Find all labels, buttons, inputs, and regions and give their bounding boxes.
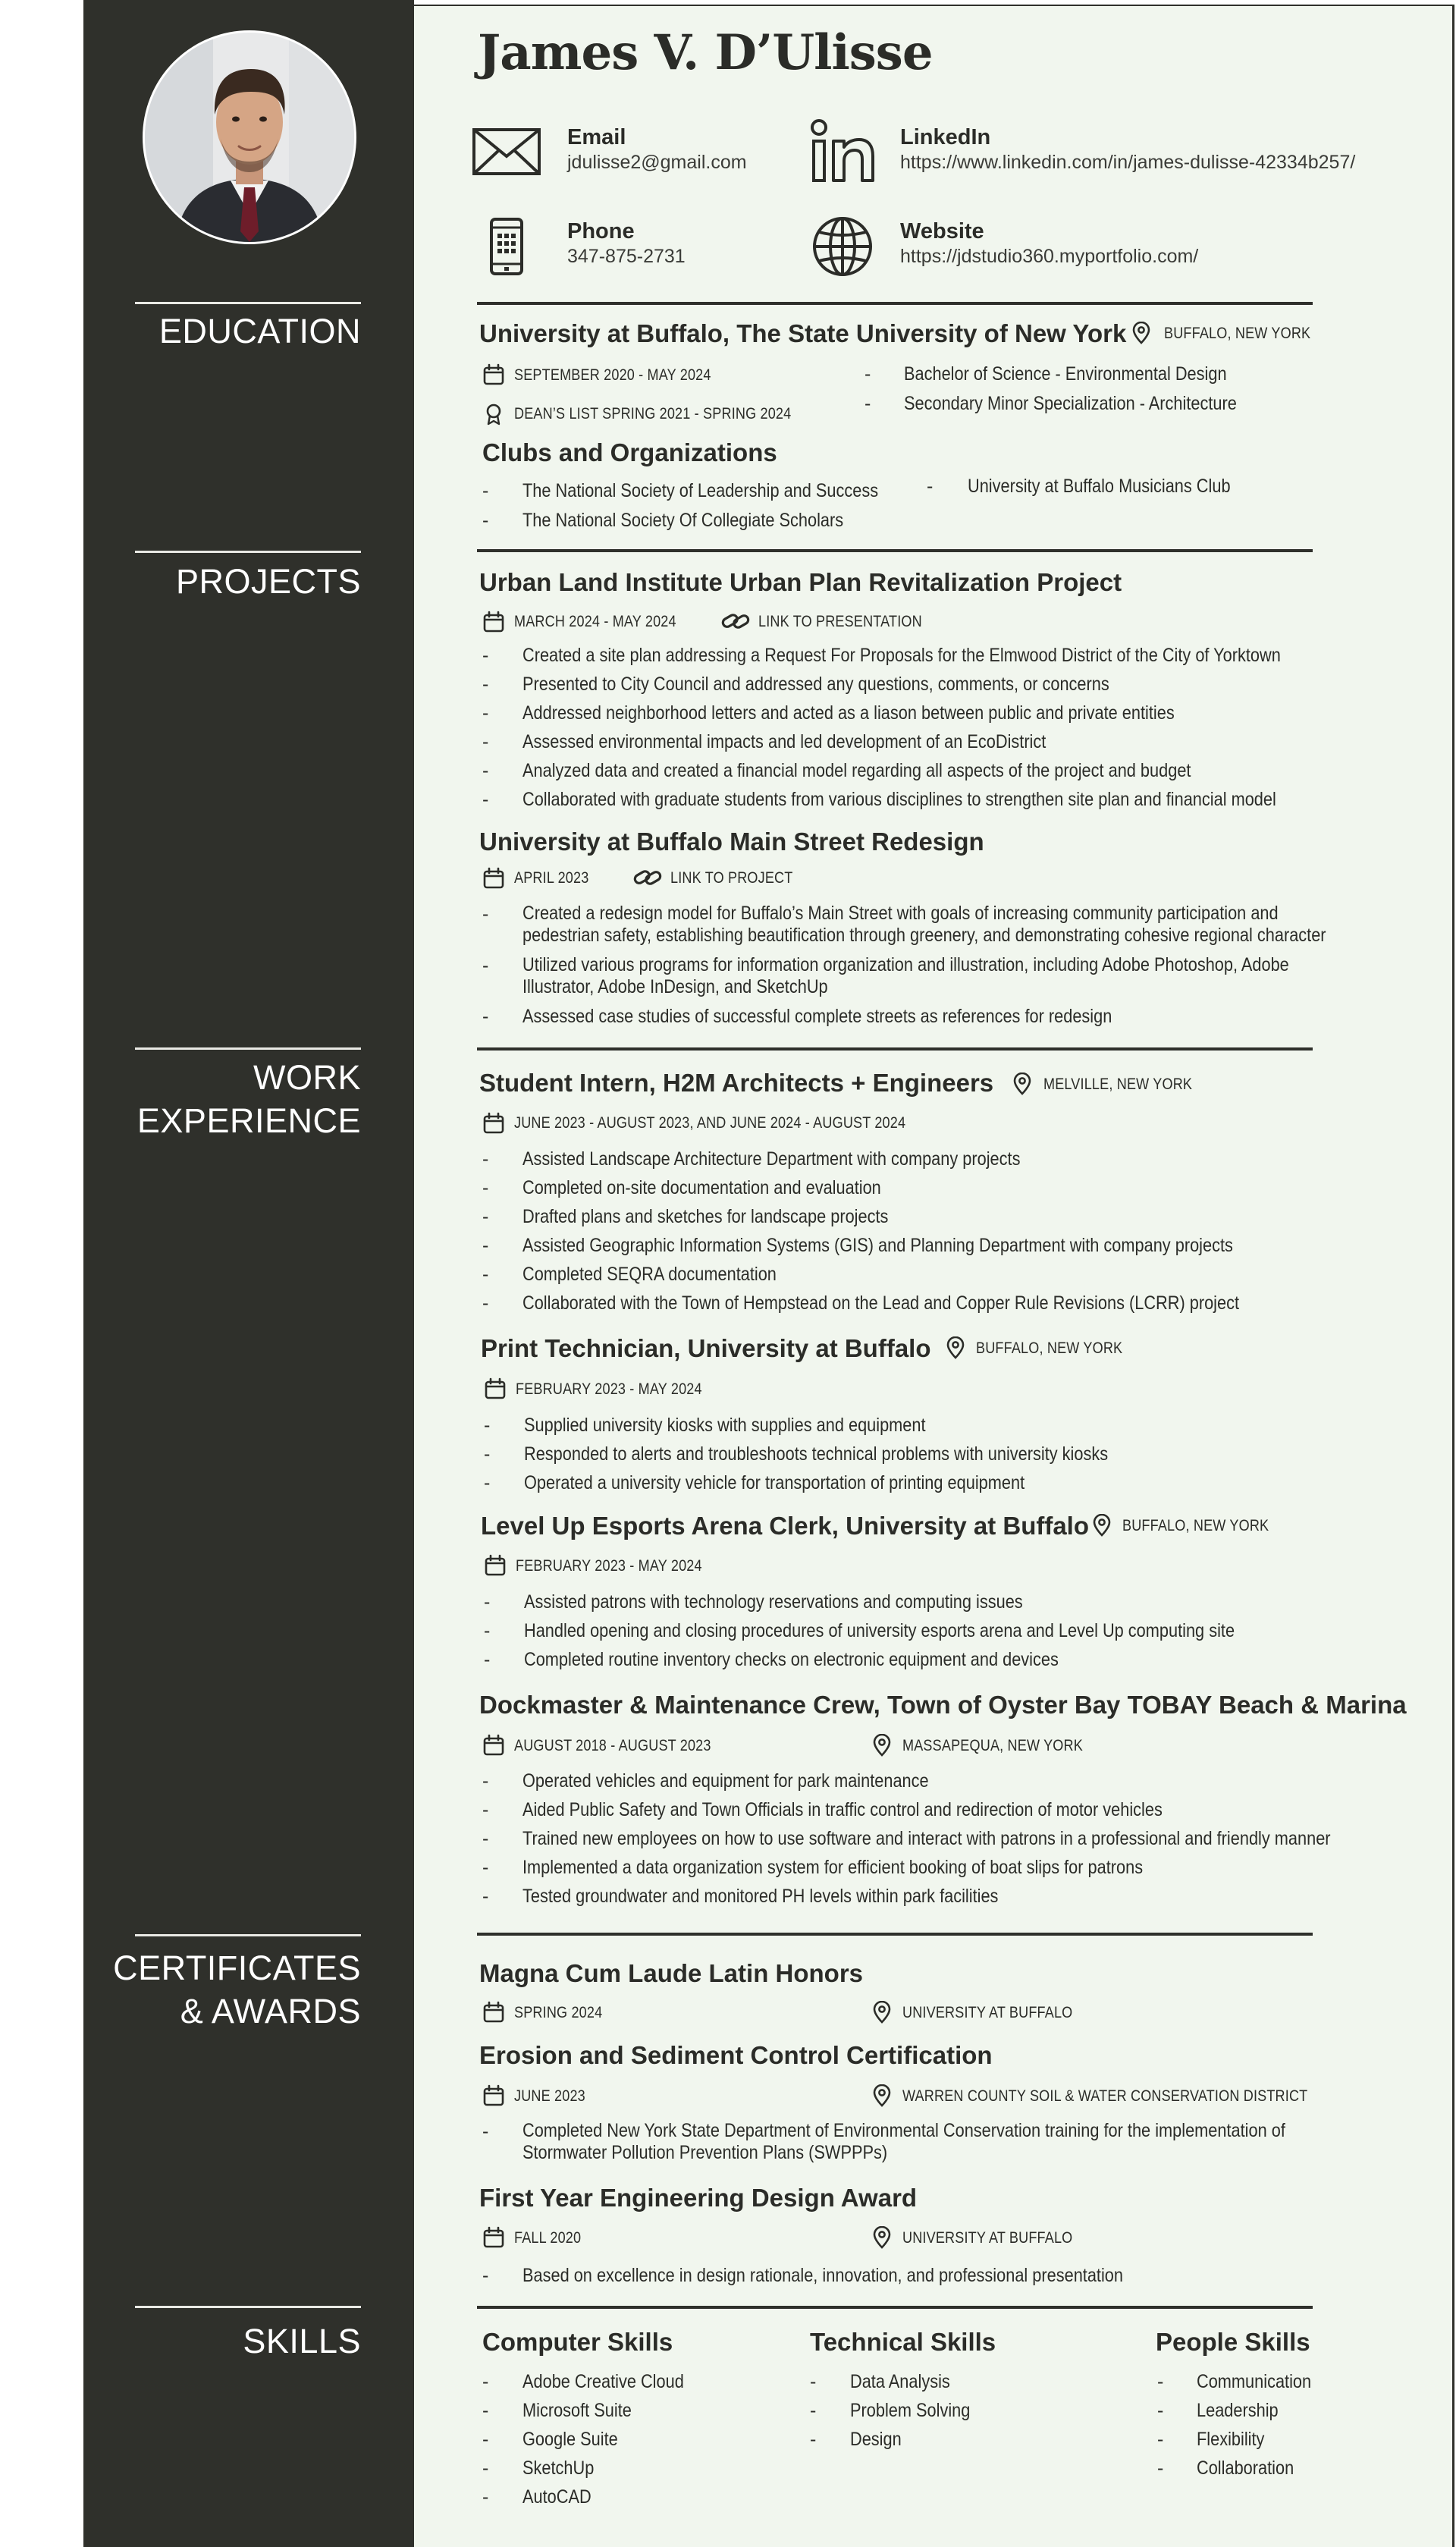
sidebar-heading-skills: SKILLS [243,2322,361,2360]
linkedin-label: LinkedIn [900,125,991,149]
calendar-icon [482,867,505,890]
calendar-icon [482,2084,505,2107]
cert-bullet: Completed New York State Department of Environmental Conservation training for the implementation of Stormwater Pollution Prevention Plans (SWPPPs) [522,2120,1285,2163]
job-bullet: Responded to alerts and troubleshoots technical problems with university kiosks [524,1443,1109,1465]
cert-bullet: Based on excellence in design rationale, innovation, and professional presentation [522,2265,1123,2286]
sidebar-heading-projects: PROJECTS [175,562,361,601]
project-link[interactable]: LINK TO PROJECT [670,869,793,887]
job-location: BUFFALO, NEW YORK [976,1339,1123,1357]
location-pin-icon [1130,322,1153,344]
sidebar-heading-work-line2: EXPERIENCE [136,1101,361,1140]
education-school: University at Buffalo, The State University of New York [479,319,1127,347]
skill-item: Data Analysis [850,2371,950,2392]
project-title: Urban Land Institute Urban Plan Revitalization Project [479,568,1122,596]
project-bullet: Created a site plan addressing a Request For Proposals for the Elmwood District of the City of Yorktown [522,645,1281,666]
skill-item: Communication [1197,2371,1312,2392]
location-pin-icon [1011,1073,1034,1095]
award-ribbon-icon [482,403,505,426]
skills-people-title: People Skills [1156,2328,1310,2356]
email-icon [472,127,541,176]
job-title: Student Intern, H2M Architects + Engineers [479,1069,994,1097]
section-rule-education [477,302,1313,305]
job-bullet: Operated a university vehicle for transportation of printing equipment [524,1472,1025,1493]
degree-item: Secondary Minor Specialization - Architecture [904,393,1237,414]
cert-title: Magna Cum Laude Latin Honors [479,1959,864,1987]
phone-icon [489,217,524,276]
calendar-icon [484,1377,507,1400]
skills-technical-title: Technical Skills [810,2328,996,2356]
skills-computer-title: Computer Skills [482,2328,673,2356]
project-bullet: Presented to City Council and addressed any questions, comments, or concerns [522,674,1109,695]
location-pin-icon [871,1734,893,1757]
calendar-icon [482,2226,505,2249]
project-bullet: Created a redesign model for Buffalo’s Main Street with goals of increasing community participation and pedestrian safety, establishing beautification through greenery, and demonstrating cohesive regional character [522,903,1326,946]
project-bullet: Addressed neighborhood letters and acted as a liason between public and private entities [522,702,1175,724]
cert-dates: FALL 2020 [514,2229,582,2247]
link-icon [632,866,663,889]
calendar-icon [482,1734,505,1757]
sidebar-rule-certs [135,1934,361,1936]
website-globe-icon [811,215,874,278]
job-bullet: Trained new employees on how to use software and interact with patrons in a professional and friendly manner [522,1828,1331,1849]
skill-item: Microsoft Suite [522,2400,632,2421]
cert-title: Erosion and Sediment Control Certification [479,2041,993,2069]
skill-item: AutoCAD [522,2486,592,2508]
linkedin-icon [809,118,874,184]
section-rule-projects [477,549,1313,552]
skill-item: Google Suite [522,2429,618,2450]
cert-dates: SPRING 2024 [514,2004,603,2021]
location-pin-icon [871,2084,893,2107]
location-pin-icon [871,2001,893,2024]
project-bullet: Collaborated with graduate students from various disciplines to strengthen site plan and financial model [522,789,1276,810]
sidebar [83,0,414,2547]
skill-item: SketchUp [522,2457,595,2479]
job-dates: JUNE 2023 - AUGUST 2023, AND JUNE 2024 - AUGUST 2024 [514,1114,906,1132]
clubs-title: Clubs and Organizations [482,438,777,466]
link-icon [720,610,751,633]
phone-value[interactable]: 347-875-2731 [567,246,686,267]
job-bullet: Implemented a data organization system for efficient booking of boat slips for patrons [522,1857,1144,1878]
sidebar-heading-certs-line2: & AWARDS [180,1992,361,2030]
job-bullet: Completed routine inventory checks on electronic equipment and devices [524,1649,1059,1670]
skill-item: Problem Solving [850,2400,971,2421]
cert-title: First Year Engineering Design Award [479,2184,918,2212]
location-pin-icon [1090,1514,1113,1537]
job-bullet: Assisted Geographic Information Systems (GIS) and Planning Department with company projects [522,1235,1233,1256]
skill-item: Leadership [1197,2400,1279,2421]
project-dates: MARCH 2024 - MAY 2024 [514,613,676,630]
club-item: The National Society Of Collegiate Scholars [522,510,844,531]
job-dates: FEBRUARY 2023 - MAY 2024 [516,1557,702,1575]
job-bullet: Drafted plans and sketches for landscape projects [522,1206,889,1227]
cert-location: UNIVERSITY AT BUFFALO [902,2229,1073,2247]
profile-photo [143,30,356,244]
email-value[interactable]: jdulisse2@gmail.com [567,152,747,173]
education-honor: DEAN’S LIST SPRING 2021 - SPRING 2024 [514,405,792,422]
section-rule-skills [477,2306,1313,2309]
sidebar-heading-certs-line1: CERTIFICATES [113,1949,361,1987]
skill-item: Collaboration [1197,2457,1294,2479]
section-rule-work [477,1047,1313,1051]
sidebar-heading-education: EDUCATION [158,312,361,350]
job-bullet: Assisted patrons with technology reservations and computing issues [524,1591,1023,1613]
job-title: Level Up Esports Arena Clerk, University at Buffalo [481,1512,1090,1540]
project-bullet: Assessed environmental impacts and led development of an EcoDistrict [522,731,1046,752]
job-bullet: Tested groundwater and monitored PH levels within park facilities [522,1886,999,1907]
project-bullet: Analyzed data and created a financial model regarding all aspects of the project and budget [522,760,1191,781]
job-dates: AUGUST 2018 - AUGUST 2023 [514,1737,711,1754]
email-label: Email [567,125,626,149]
project-dates: APRIL 2023 [514,869,589,887]
cert-dates: JUNE 2023 [514,2087,585,2105]
project-bullet: Utilized various programs for information organization and illustration, including Adobe Photoshop, Adobe Illustrator, Adobe InDesign, and SketchUp [522,954,1289,997]
job-location: BUFFALO, NEW YORK [1122,1517,1269,1534]
website-value[interactable]: https://jdstudio360.myportfolio.com/ [900,246,1199,267]
sidebar-rule-work [135,1047,361,1050]
job-bullet: Completed SEQRA documentation [522,1264,777,1285]
project-title: University at Buffalo Main Street Redesign [479,828,984,856]
job-bullet: Handled opening and closing procedures of university esports arena and Level Up computing site [524,1620,1235,1641]
section-rule-certs [477,1933,1313,1936]
job-location: MASSAPEQUA, NEW YORK [902,1737,1083,1754]
skill-item: Design [850,2429,902,2450]
cert-location: UNIVERSITY AT BUFFALO [902,2004,1073,2021]
club-item: University at Buffalo Musicians Club [968,476,1231,497]
project-bullet: Assessed case studies of successful complete streets as references for redesign [522,1006,1112,1027]
job-title: Print Technician, University at Buffalo [481,1334,931,1362]
degree-item: Bachelor of Science - Environmental Design [904,363,1227,385]
sidebar-heading-work-line1: WORK [253,1058,361,1097]
education-dates: SEPTEMBER 2020 - MAY 2024 [514,366,711,384]
phone-label: Phone [567,219,635,243]
job-bullet: Aided Public Safety and Town Officials in traffic control and redirection of motor vehicles [522,1799,1163,1820]
job-location: MELVILLE, NEW YORK [1043,1076,1193,1093]
job-bullet: Collaborated with the Town of Hempstead on the Lead and Copper Rule Revisions (LCRR) project [522,1292,1240,1314]
skill-item: Adobe Creative Cloud [522,2371,684,2392]
job-bullet: Operated vehicles and equipment for park maintenance [522,1770,929,1792]
calendar-icon [482,1112,505,1135]
job-title: Dockmaster & Maintenance Crew, Town of Oyster Bay TOBAY Beach & Marina [479,1691,1407,1719]
job-bullet: Completed on-site documentation and evaluation [522,1177,881,1198]
job-bullet: Supplied university kiosks with supplies and equipment [524,1415,926,1436]
calendar-icon [484,1554,507,1577]
project-link[interactable]: LINK TO PRESENTATION [758,613,922,630]
calendar-icon [482,2001,505,2024]
location-pin-icon [871,2226,893,2249]
website-label: Website [900,219,984,243]
linkedin-value[interactable]: https://www.linkedin.com/in/james-dulisse-42334b257/ [900,152,1356,173]
calendar-icon [482,363,505,386]
avatar-portrait-icon [145,33,354,242]
education-location: BUFFALO, NEW YORK [1164,325,1311,342]
club-item: The National Society of Leadership and Success [522,480,879,501]
skill-item: Flexibility [1197,2429,1265,2450]
calendar-icon [482,611,505,633]
location-pin-icon [944,1336,967,1359]
cert-location: WARREN COUNTY SOIL & WATER CONSERVATION DISTRICT [902,2087,1308,2105]
sidebar-rule-projects [135,551,361,553]
candidate-name: James V. D’Ulisse [478,24,933,81]
job-bullet: Assisted Landscape Architecture Department with company projects [522,1148,1021,1170]
sidebar-rule-skills [135,2306,361,2308]
job-dates: FEBRUARY 2023 - MAY 2024 [516,1380,702,1398]
sidebar-rule-education [135,302,361,304]
